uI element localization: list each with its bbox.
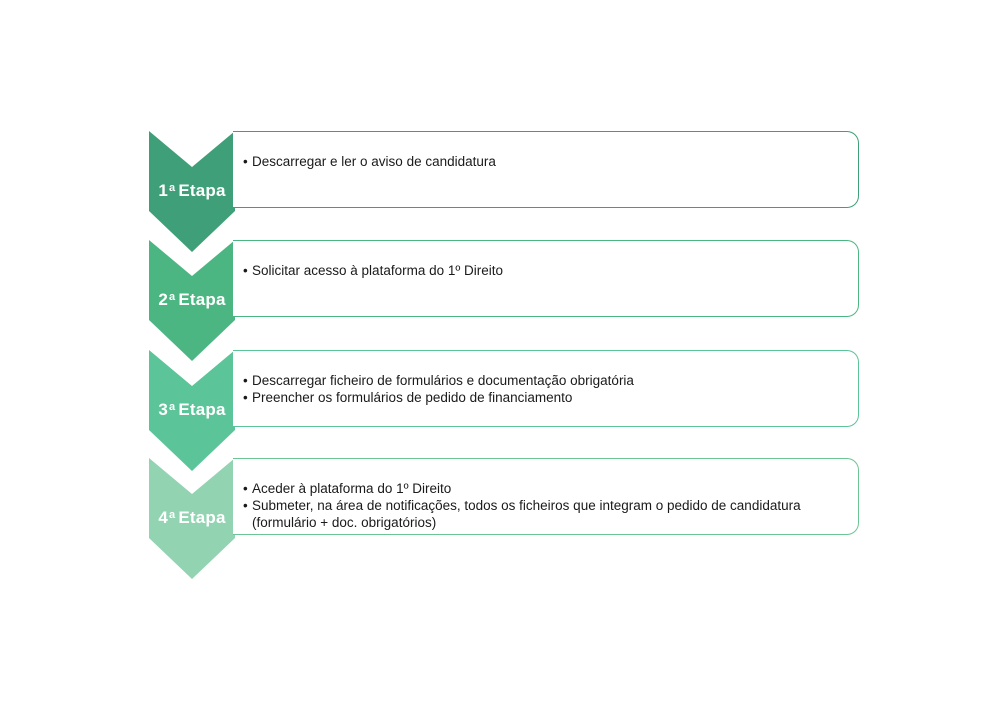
bullet-icon: •	[243, 373, 248, 388]
step-2-item	[244, 262, 838, 279]
step-4-list	[233, 459, 858, 531]
step-2-item-text: Solicitar acesso à plataforma do 1º Direito	[252, 263, 504, 278]
step-3-item-text: Descarregar ficheiro de formulários e documentação obrigatória	[252, 373, 634, 388]
step-4-item	[244, 497, 838, 531]
step-4-box	[233, 458, 859, 535]
step-4-label-ordinal: a	[169, 509, 176, 521]
step-2-list	[233, 241, 858, 279]
bullet-icon: •	[243, 481, 248, 496]
step-1-label-ordinal: a	[169, 182, 176, 194]
step-2-box	[233, 240, 859, 317]
step-3-label-ordinal: a	[169, 401, 176, 413]
step-2-label-ordinal: a	[169, 291, 176, 303]
step-4-item-text: Submeter, na área de notificações, todos os ficheiros que integram o pedido de candidatura (formulário + doc. obrigatórios)	[252, 498, 801, 530]
step-4-label-number: 4	[158, 508, 169, 527]
step-2-label-number: 2	[158, 290, 169, 309]
step-3-chevron	[149, 350, 235, 472]
step-3-item	[244, 389, 838, 406]
step-4-chevron	[149, 458, 235, 580]
step-1-chevron	[149, 131, 235, 253]
step-1-list	[233, 132, 858, 170]
step-2-chevron	[149, 240, 235, 362]
step-3-label-word: Etapa	[178, 400, 226, 419]
step-3-box	[233, 350, 859, 427]
bullet-icon: •	[243, 390, 248, 405]
step-1-label-word: Etapa	[178, 181, 226, 200]
step-3-item-text: Preencher os formulários de pedido de financiamento	[252, 390, 573, 405]
bullet-icon: •	[243, 154, 248, 169]
step-4-item-text: Aceder à plataforma do 1º Direito	[252, 481, 452, 496]
step-4-label	[149, 508, 235, 528]
step-3-label	[149, 400, 235, 420]
bullet-icon: •	[243, 263, 248, 278]
step-3-label-number: 3	[158, 400, 169, 419]
step-4-item	[244, 480, 838, 497]
step-4-label-word: Etapa	[178, 508, 226, 527]
step-2-label	[149, 290, 235, 310]
step-1-item	[244, 153, 838, 170]
step-1-box	[233, 131, 859, 208]
step-1-item-text: Descarregar e ler o aviso de candidatura	[252, 154, 496, 169]
step-2-label-word: Etapa	[178, 290, 226, 309]
step-1-label	[149, 181, 235, 201]
step-3-list	[233, 351, 858, 406]
step-3-item	[244, 372, 838, 389]
bullet-icon: •	[243, 498, 248, 513]
step-1-label-number: 1	[158, 181, 169, 200]
